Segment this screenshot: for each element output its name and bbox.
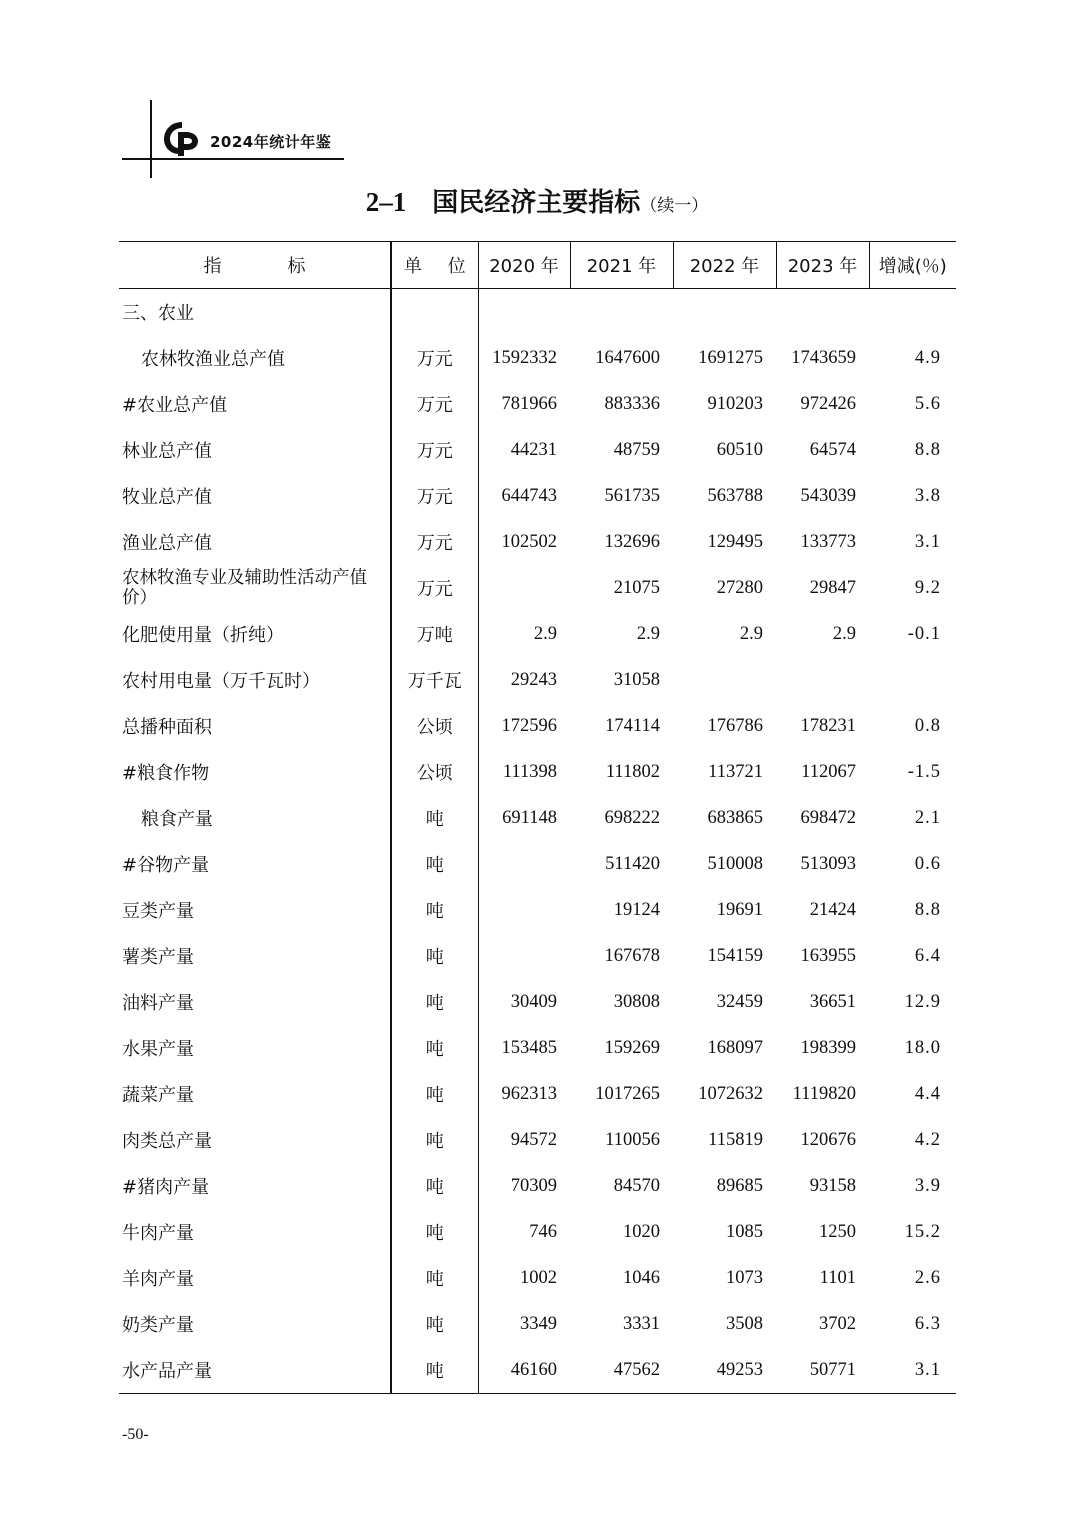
cell-2023: 93158: [809, 1175, 856, 1196]
cell-indicator: 羊肉产量: [119, 1255, 391, 1301]
cell-2022: 49253: [673, 1347, 776, 1394]
cell-2022: 1691275: [698, 347, 763, 368]
cell-2023: 36651: [809, 991, 856, 1012]
cell-indicator: 豆类产量: [119, 887, 391, 933]
column-header-2022: 2022 年: [673, 242, 776, 289]
cell-unit: 吨: [391, 933, 478, 979]
cell-change: -1.5: [907, 761, 941, 782]
cell-2020: 781966: [501, 393, 557, 414]
cell-indicator: 油料产量: [119, 979, 391, 1025]
cell-2021: 30808: [613, 991, 660, 1012]
cell-2023: 29847: [809, 577, 856, 598]
cell-change: [869, 657, 956, 703]
cell-indicator: 水产品产量: [119, 1347, 391, 1394]
table-row: [119, 1301, 956, 1347]
cell-2022: 154159: [707, 945, 763, 966]
cell-indicator: 林业总产值: [119, 427, 391, 473]
header-vertical-rule: [150, 100, 152, 178]
cell-unit: 万元: [391, 473, 478, 519]
table-row: [119, 427, 956, 473]
cell-unit: 万元: [391, 427, 478, 473]
cell-indicator: 奶类产量: [119, 1301, 391, 1347]
cell-unit: 吨: [391, 887, 478, 933]
cell-2023: [776, 289, 869, 336]
cell-unit: 万元: [391, 381, 478, 427]
cell-2022: 1072632: [698, 1083, 763, 1104]
cell-change: 6.3: [914, 1313, 941, 1334]
cell-2021: 698222: [604, 807, 660, 828]
cell-2020: 691148: [502, 807, 557, 828]
cell-indicator: 水果产量: [119, 1025, 391, 1071]
table-row: [119, 795, 956, 841]
cell-2022: [673, 657, 776, 703]
cell-indicator: 蔬菜产量: [119, 1071, 391, 1117]
cell-2023: 698472: [800, 807, 856, 828]
yearbook-title: 2024年统计年鉴: [210, 133, 332, 151]
cell-2021: 1647600: [595, 347, 660, 368]
cell-indicator: 农林牧渔业总产值: [119, 335, 391, 381]
cell-change: 2.6: [914, 1267, 941, 1288]
cell-2020: [478, 565, 570, 611]
cell-2021: 31058: [613, 669, 660, 690]
table-row: [119, 1347, 956, 1394]
cell-unit: 吨: [391, 1163, 478, 1209]
column-header-unit: 单 位: [391, 242, 478, 289]
cell-change: 3.8: [914, 485, 941, 506]
yearbook-logo-icon: [160, 118, 204, 158]
page-title: [0, 182, 1074, 219]
cell-unit: 公顷: [391, 749, 478, 795]
cell-2023: 1250: [819, 1221, 856, 1242]
cell-change: 18.0: [904, 1037, 941, 1058]
cell-2020: 644743: [501, 485, 557, 506]
cell-change: 6.4: [914, 945, 941, 966]
cell-2020: 962313: [501, 1083, 557, 1104]
cell-2023: 3702: [819, 1313, 856, 1334]
cell-2020: 30409: [510, 991, 557, 1012]
table-row: [119, 335, 956, 381]
table-row: [119, 657, 956, 703]
cell-indicator: 牛肉产量: [119, 1209, 391, 1255]
cell-2022: [673, 289, 776, 336]
table-row: [119, 1163, 956, 1209]
cell-2020: 3349: [520, 1313, 557, 1334]
cell-unit: 吨: [391, 1301, 478, 1347]
table-row: [119, 703, 956, 749]
table-row: [119, 473, 956, 519]
cell-change: 2.1: [914, 807, 941, 828]
table-row: [119, 611, 956, 657]
column-header-change: 增减(％): [869, 242, 956, 289]
cell-indicator: 牧业总产值: [119, 473, 391, 519]
table-body: [119, 289, 956, 1394]
cell-2020: [478, 933, 570, 979]
cell-2020: 46160: [478, 1347, 570, 1394]
column-header-2021: 2021 年: [570, 242, 673, 289]
cell-change: 12.9: [904, 991, 941, 1012]
cell-unit: 吨: [391, 1347, 478, 1394]
cell-change: -0.1: [907, 623, 941, 644]
table-header-row: [119, 242, 956, 289]
cell-2023: [776, 657, 869, 703]
cell-2021: 110056: [605, 1129, 660, 1150]
page-number: -50-: [122, 1426, 149, 1443]
table-row: [119, 1255, 956, 1301]
cell-2021: 48759: [613, 439, 660, 460]
cell-indicator: 总播种面积: [119, 703, 391, 749]
cell-2022: 563788: [707, 485, 763, 506]
table-row: [119, 933, 956, 979]
cell-unit: 吨: [391, 1255, 478, 1301]
cell-change: 9.2: [914, 577, 941, 598]
table-row: [119, 519, 956, 565]
table-row: [119, 1025, 956, 1071]
cell-2023: 133773: [800, 531, 856, 552]
cell-unit: 吨: [391, 979, 478, 1025]
cell-unit: [391, 289, 478, 336]
column-header-2023: 2023 年: [776, 242, 869, 289]
column-header-2020: 2020 年: [478, 242, 570, 289]
cell-2021: 3331: [623, 1313, 660, 1334]
cell-2020: 1002: [520, 1267, 557, 1288]
cell-unit: 万元: [391, 565, 478, 611]
cell-2022: 32459: [716, 991, 763, 1012]
cell-2020: 29243: [510, 669, 557, 690]
column-header-indicator: 指 标: [119, 242, 391, 289]
cell-2023: 1743659: [791, 347, 856, 368]
cell-2023: 178231: [800, 715, 856, 736]
cell-2023: 50771: [776, 1347, 869, 1394]
cell-2022: 910203: [707, 393, 763, 414]
cell-2023: 2.9: [832, 623, 856, 644]
cell-2021: 167678: [604, 945, 660, 966]
cell-2021: 84570: [613, 1175, 660, 1196]
cell-indicator: #猪肉产量: [119, 1163, 391, 1209]
table-row: [119, 565, 956, 611]
table-row: [119, 1209, 956, 1255]
header-horizontal-rule: [122, 158, 344, 160]
cell-2023: 513093: [800, 853, 856, 874]
cell-change: 4.9: [914, 347, 941, 368]
cell-change: 3.1: [869, 1347, 956, 1394]
cell-change: 8.8: [914, 439, 941, 460]
cell-indicator: 农林牧渔专业及辅助性活动产值价）: [119, 565, 391, 611]
cell-2020: 1592332: [492, 347, 557, 368]
cell-2021: 111802: [605, 761, 660, 782]
cell-2021: 511420: [605, 853, 660, 874]
cell-unit: 万千瓦: [391, 657, 478, 703]
cell-indicator: #农业总产值: [119, 381, 391, 427]
table-title: 国民经济主要指标: [432, 188, 641, 218]
cell-2021: 47562: [570, 1347, 673, 1394]
cell-indicator: 薯类产量: [119, 933, 391, 979]
cell-2023: 120676: [800, 1129, 856, 1150]
cell-unit: 公顷: [391, 703, 478, 749]
cell-change: 4.2: [914, 1129, 941, 1150]
cell-2022: 1073: [726, 1267, 763, 1288]
cell-2022: 113721: [708, 761, 763, 782]
cell-unit: 吨: [391, 1209, 478, 1255]
cell-2020: 2.9: [533, 623, 557, 644]
cell-change: 15.2: [904, 1221, 941, 1242]
cell-2020: 172596: [501, 715, 557, 736]
table-row: [119, 289, 956, 336]
table-row: [119, 841, 956, 887]
table-row: [119, 1117, 956, 1163]
cell-2020: 746: [529, 1221, 557, 1242]
cell-unit: 吨: [391, 1025, 478, 1071]
cell-2021: 2.9: [636, 623, 660, 644]
table-row: [119, 381, 956, 427]
cell-2021: 883336: [604, 393, 660, 414]
cell-change: 5.6: [914, 393, 941, 414]
cell-2022: 27280: [716, 577, 763, 598]
cell-2021: 132696: [604, 531, 660, 552]
cell-2022: 683865: [707, 807, 763, 828]
cell-2021: 19124: [613, 899, 660, 920]
cell-2022: 60510: [716, 439, 763, 460]
cell-change: 4.4: [914, 1083, 941, 1104]
cell-2022: 168097: [707, 1037, 763, 1058]
cell-2021: 1020: [623, 1221, 660, 1242]
table-row: [119, 1071, 956, 1117]
table-row: [119, 979, 956, 1025]
cell-2022: 2.9: [739, 623, 763, 644]
cell-2023: 64574: [809, 439, 856, 460]
cell-indicator: 粮食产量: [119, 795, 391, 841]
cell-2020: [478, 289, 570, 336]
cell-2020: 102502: [501, 531, 557, 552]
cell-unit: 吨: [391, 795, 478, 841]
cell-2023: 1119820: [792, 1083, 856, 1104]
cell-2022: 1085: [726, 1221, 763, 1242]
cell-2020: [478, 841, 570, 887]
cell-change: 0.8: [914, 715, 941, 736]
cell-indicator: 三、农业: [119, 289, 391, 336]
cell-2022: 19691: [716, 899, 763, 920]
cell-indicator: #粮食作物: [119, 749, 391, 795]
cell-change: 3.1: [914, 531, 941, 552]
cell-2023: 972426: [800, 393, 856, 414]
cell-indicator: 渔业总产值: [119, 519, 391, 565]
indicators-table: [119, 241, 956, 1394]
cell-unit: 万吨: [391, 611, 478, 657]
table-subtitle: （续一）: [640, 196, 709, 216]
cell-indicator: 化肥使用量（折纯）: [119, 611, 391, 657]
table-row: [119, 887, 956, 933]
cell-2023: 1101: [819, 1267, 856, 1288]
cell-indicator: #谷物产量: [119, 841, 391, 887]
cell-2022: 3508: [726, 1313, 763, 1334]
cell-2020: 70309: [510, 1175, 557, 1196]
cell-2023: 112067: [801, 761, 856, 782]
cell-change: 0.6: [914, 853, 941, 874]
cell-2023: 163955: [800, 945, 856, 966]
cell-2022: 115819: [708, 1129, 763, 1150]
cell-unit: 万元: [391, 519, 478, 565]
cell-2020: 44231: [510, 439, 557, 460]
cell-2021: 174114: [605, 715, 660, 736]
cell-change: 8.8: [914, 899, 941, 920]
cell-2022: 510008: [707, 853, 763, 874]
cell-2022: 129495: [707, 531, 763, 552]
cell-2022: 89685: [716, 1175, 763, 1196]
cell-2022: 176786: [707, 715, 763, 736]
cell-unit: 吨: [391, 841, 478, 887]
cell-2021: 1017265: [595, 1083, 660, 1104]
cell-2021: 21075: [613, 577, 660, 598]
cell-2020: 153485: [501, 1037, 557, 1058]
cell-indicator: 农村用电量（万千瓦时）: [119, 657, 391, 703]
cell-2023: 198399: [800, 1037, 856, 1058]
table-number: 2–1: [365, 187, 407, 217]
cell-2020: [478, 887, 570, 933]
cell-2021: [570, 289, 673, 336]
cell-2020: 94572: [510, 1129, 557, 1150]
cell-unit: 吨: [391, 1117, 478, 1163]
cell-2023: 543039: [800, 485, 856, 506]
table-row: [119, 749, 956, 795]
cell-2023: 21424: [809, 899, 856, 920]
cell-unit: 吨: [391, 1071, 478, 1117]
cell-indicator: 肉类总产量: [119, 1117, 391, 1163]
cell-2021: 1046: [623, 1267, 660, 1288]
cell-change: [869, 289, 956, 336]
cell-2021: 561735: [604, 485, 660, 506]
cell-change: 3.9: [914, 1175, 941, 1196]
cell-unit: 万元: [391, 335, 478, 381]
cell-2020: 111398: [502, 761, 557, 782]
cell-2021: 159269: [604, 1037, 660, 1058]
